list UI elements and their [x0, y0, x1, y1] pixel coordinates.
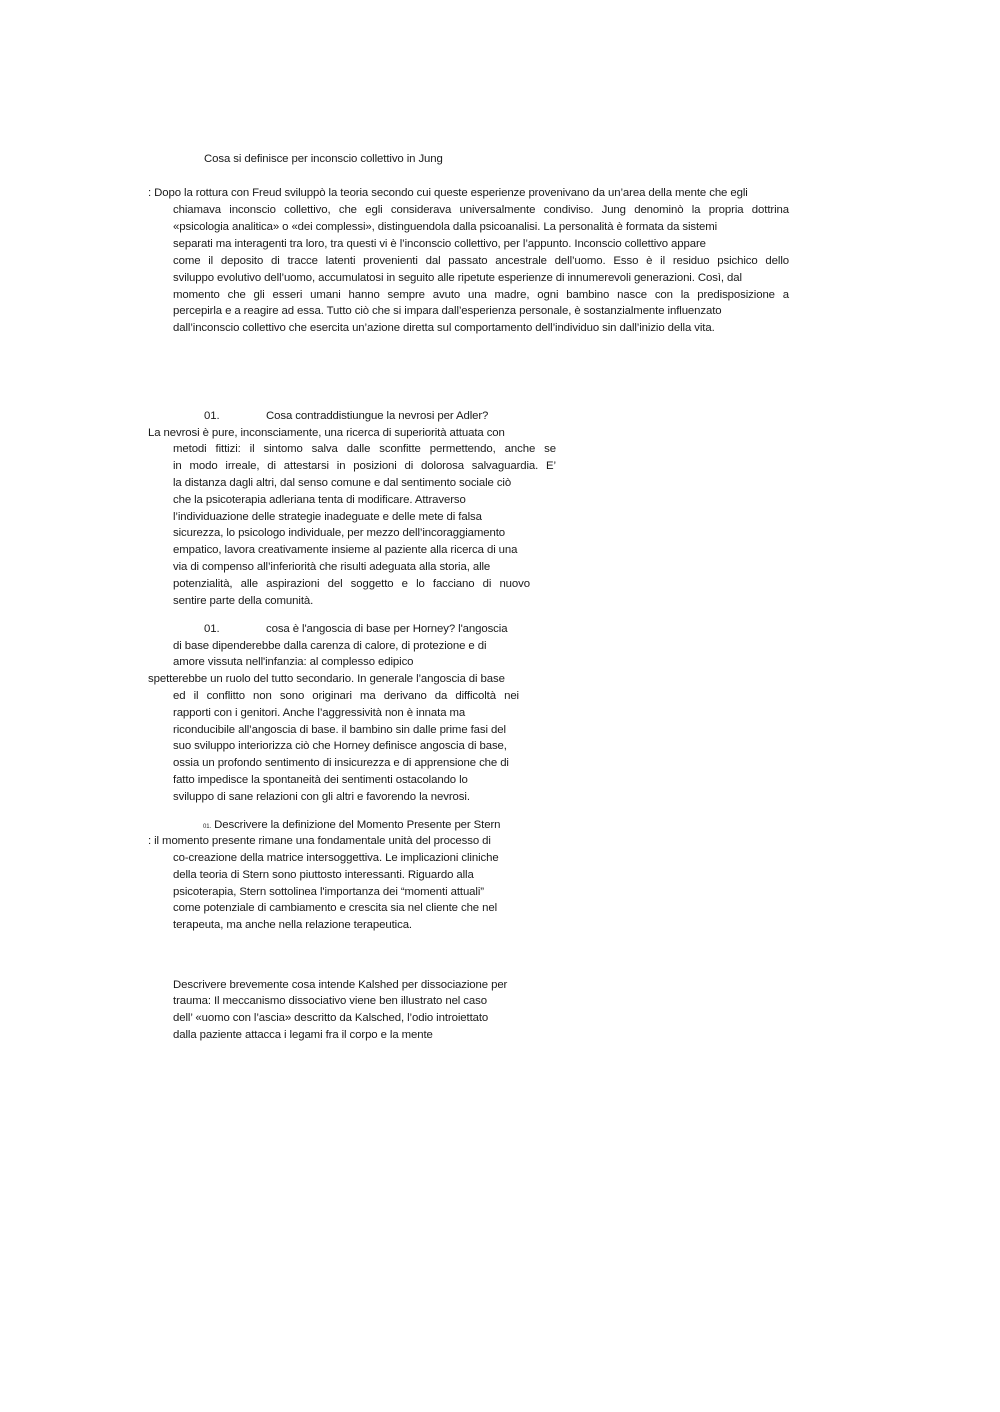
adler-answer-line-3: in modo irreale, di attestarsi in posizioni di dolorosa salvaguardia. E’	[173, 460, 556, 472]
jung-answer-line-8: percepirla e a reagire ad essa. Tutto ciò che si impara dall’esperienza personale, è sostanzialmente influenzato	[173, 305, 722, 317]
jung-answer-line-1: : Dopo la rottura con Freud sviluppò la teoria secondo cui queste esperienze provenivano da un’area della mente che egli	[148, 187, 748, 199]
horney-question-number: 01.	[204, 623, 220, 635]
adler-answer-line-5: che la psicoterapia adleriana tenta di modificare. Attraverso	[173, 494, 466, 506]
adler-answer-line-1: La nevrosi è pure, inconsciamente, una ricerca di superiorità attuata con	[148, 427, 505, 439]
jung-answer-line-7: momento che gli esseri umani hanno sempre avuto una madre, ogni bambino nasce con la predisposizione a	[173, 289, 789, 301]
stern-answer-line-1: : il momento presente rimane una fondamentale unità del processo di	[148, 835, 491, 847]
adler-question-title: Cosa contraddistiungue la nevrosi per Adler?	[266, 410, 489, 422]
jung-answer-line-9: dall’inconscio collettivo che esercita un’azione diretta sul comportamento dell’individuo sin dall’inizio della vita.	[173, 322, 715, 334]
horney-answer-line-6: ossia un profondo sentimento di insicurezza e di apprensione che di	[173, 757, 509, 769]
stern-answer-line-5: come potenziale di cambiamento e crescita sia nel cliente che nel	[173, 902, 498, 914]
jung-answer-line-5: come il deposito di tracce latenti provenienti dal passato ancestrale dell’uomo. Esso è il residuo psichico dello	[173, 255, 789, 267]
kalshed-question-title-end	[173, 994, 487, 1008]
stern-question-title	[203, 818, 500, 834]
horney-answer-line-7: fatto impedisce la spontaneità dei sentimenti ostacolando lo	[173, 774, 468, 786]
kalshed-question-title: Descrivere brevemente cosa intende Kalshed per dissociazione per	[173, 979, 508, 991]
horney-question-title	[266, 622, 507, 636]
horney-answer-lead: l'angoscia	[455, 623, 508, 635]
jung-answer-line-3: «psicologia analitica» o «dei complessi», distinguendola dalla psicoanalisi. La personalità è formata da sistemi	[173, 221, 718, 233]
stern-answer-line-6: terapeuta, ma anche nella relazione terapeutica.	[173, 919, 412, 931]
adler-answer-line-7: sicurezza, lo psicologo individuale, per mezzo dell’incoraggiamento	[173, 527, 506, 539]
adler-answer-line-2: metodi fittizi: il sintomo salva dalle sconfitte permettendo, anche se	[173, 443, 556, 455]
horney-answer-line-4: riconducibile all’angoscia di base. il bambino sin dalle prime fasi del	[173, 724, 506, 736]
jung-answer-line-4: separati ma interagenti tra loro, tra questi vi è l’inconscio collettivo, per l’appunto. Inconscio collettivo appare	[173, 238, 706, 250]
kalshed-question-word: trauma:	[173, 995, 211, 1007]
stern-answer-line-4: psicoterapia, Stern sottolinea l'importanza dei “momenti attuali”	[173, 886, 484, 898]
jung-answer-line-2: chiamava inconscio collettivo, che egli considerava universalmente condiviso. Jung denominò la propria dottrina	[173, 204, 789, 216]
stern-answer-line-3: della teoria di Stern sono piuttosto interessanti. Riguardo alla	[173, 869, 474, 881]
horney-answer-line-1: spetterebbe un ruolo del tutto secondario. In generale l’angoscia di base	[148, 673, 505, 685]
adler-question-number: 01.	[204, 410, 220, 422]
horney-answer-line-8: sviluppo di sane relazioni con gli altri e favorendo la nevrosi.	[173, 791, 470, 803]
horney-question-text: cosa è l'angoscia di base per Horney?	[266, 623, 456, 635]
stern-question-text: Descrivere la definizione del Momento Presente per Stern	[214, 819, 501, 831]
adler-answer-line-6: l’individuazione delle strategie inadeguate e delle mete di falsa	[173, 511, 482, 523]
adler-answer-line-4: la distanza dagli altri, dal senso comune e dal sentimento sociale ciò	[173, 477, 512, 489]
adler-answer-line-8: empatico, lavora creativamente insieme al paziente alla ricerca di una	[173, 544, 518, 556]
kalshed-answer-lead: Il meccanismo dissociativo viene ben illustrato nel caso	[210, 995, 487, 1007]
horney-answer-normal-line-2: amore vissuta nell'infanzia: al complesso edipico	[173, 656, 414, 668]
kalshed-answer-line-2: dalla paziente attacca i legami fra il corpo e la mente	[173, 1029, 433, 1041]
stern-question-number: 01.	[203, 824, 212, 830]
adler-answer-line-9: via di compenso all’inferiorità che risulti adeguata alla storia, alle	[173, 561, 491, 573]
horney-answer-line-2: ed il conflitto non sono originari ma derivano da difficoltà nei	[173, 690, 519, 702]
adler-answer-line-11: sentire parte della comunità.	[173, 595, 314, 607]
kalshed-answer-line-1: dell’ «uomo con l’ascia» descritto da Kalsched, l’odio introiettato	[173, 1012, 489, 1024]
horney-answer-line-5: suo sviluppo interiorizza ciò che Horney definisce angoscia di base,	[173, 740, 507, 752]
horney-answer-line-3: rapporti con i genitori. Anche l’aggressività non è innata ma	[173, 707, 466, 719]
horney-answer-normal-line-1: di base dipenderebbe dalla carenza di calore, di protezione e di	[173, 640, 487, 652]
jung-answer-line-6: sviluppo evolutivo dell’uomo, accumulatosi in seguito alle ripetute esperienze di innumerevoli generazioni. Così, dal	[173, 272, 742, 284]
adler-answer-line-10: potenzialità, alle aspirazioni del soggetto e lo facciano di nuovo	[173, 578, 530, 590]
jung-question-title: Cosa si definisce per inconscio collettivo in Jung	[204, 153, 443, 165]
stern-answer-line-2: co-creazione della matrice intersoggettiva. Le implicazioni cliniche	[173, 852, 499, 864]
